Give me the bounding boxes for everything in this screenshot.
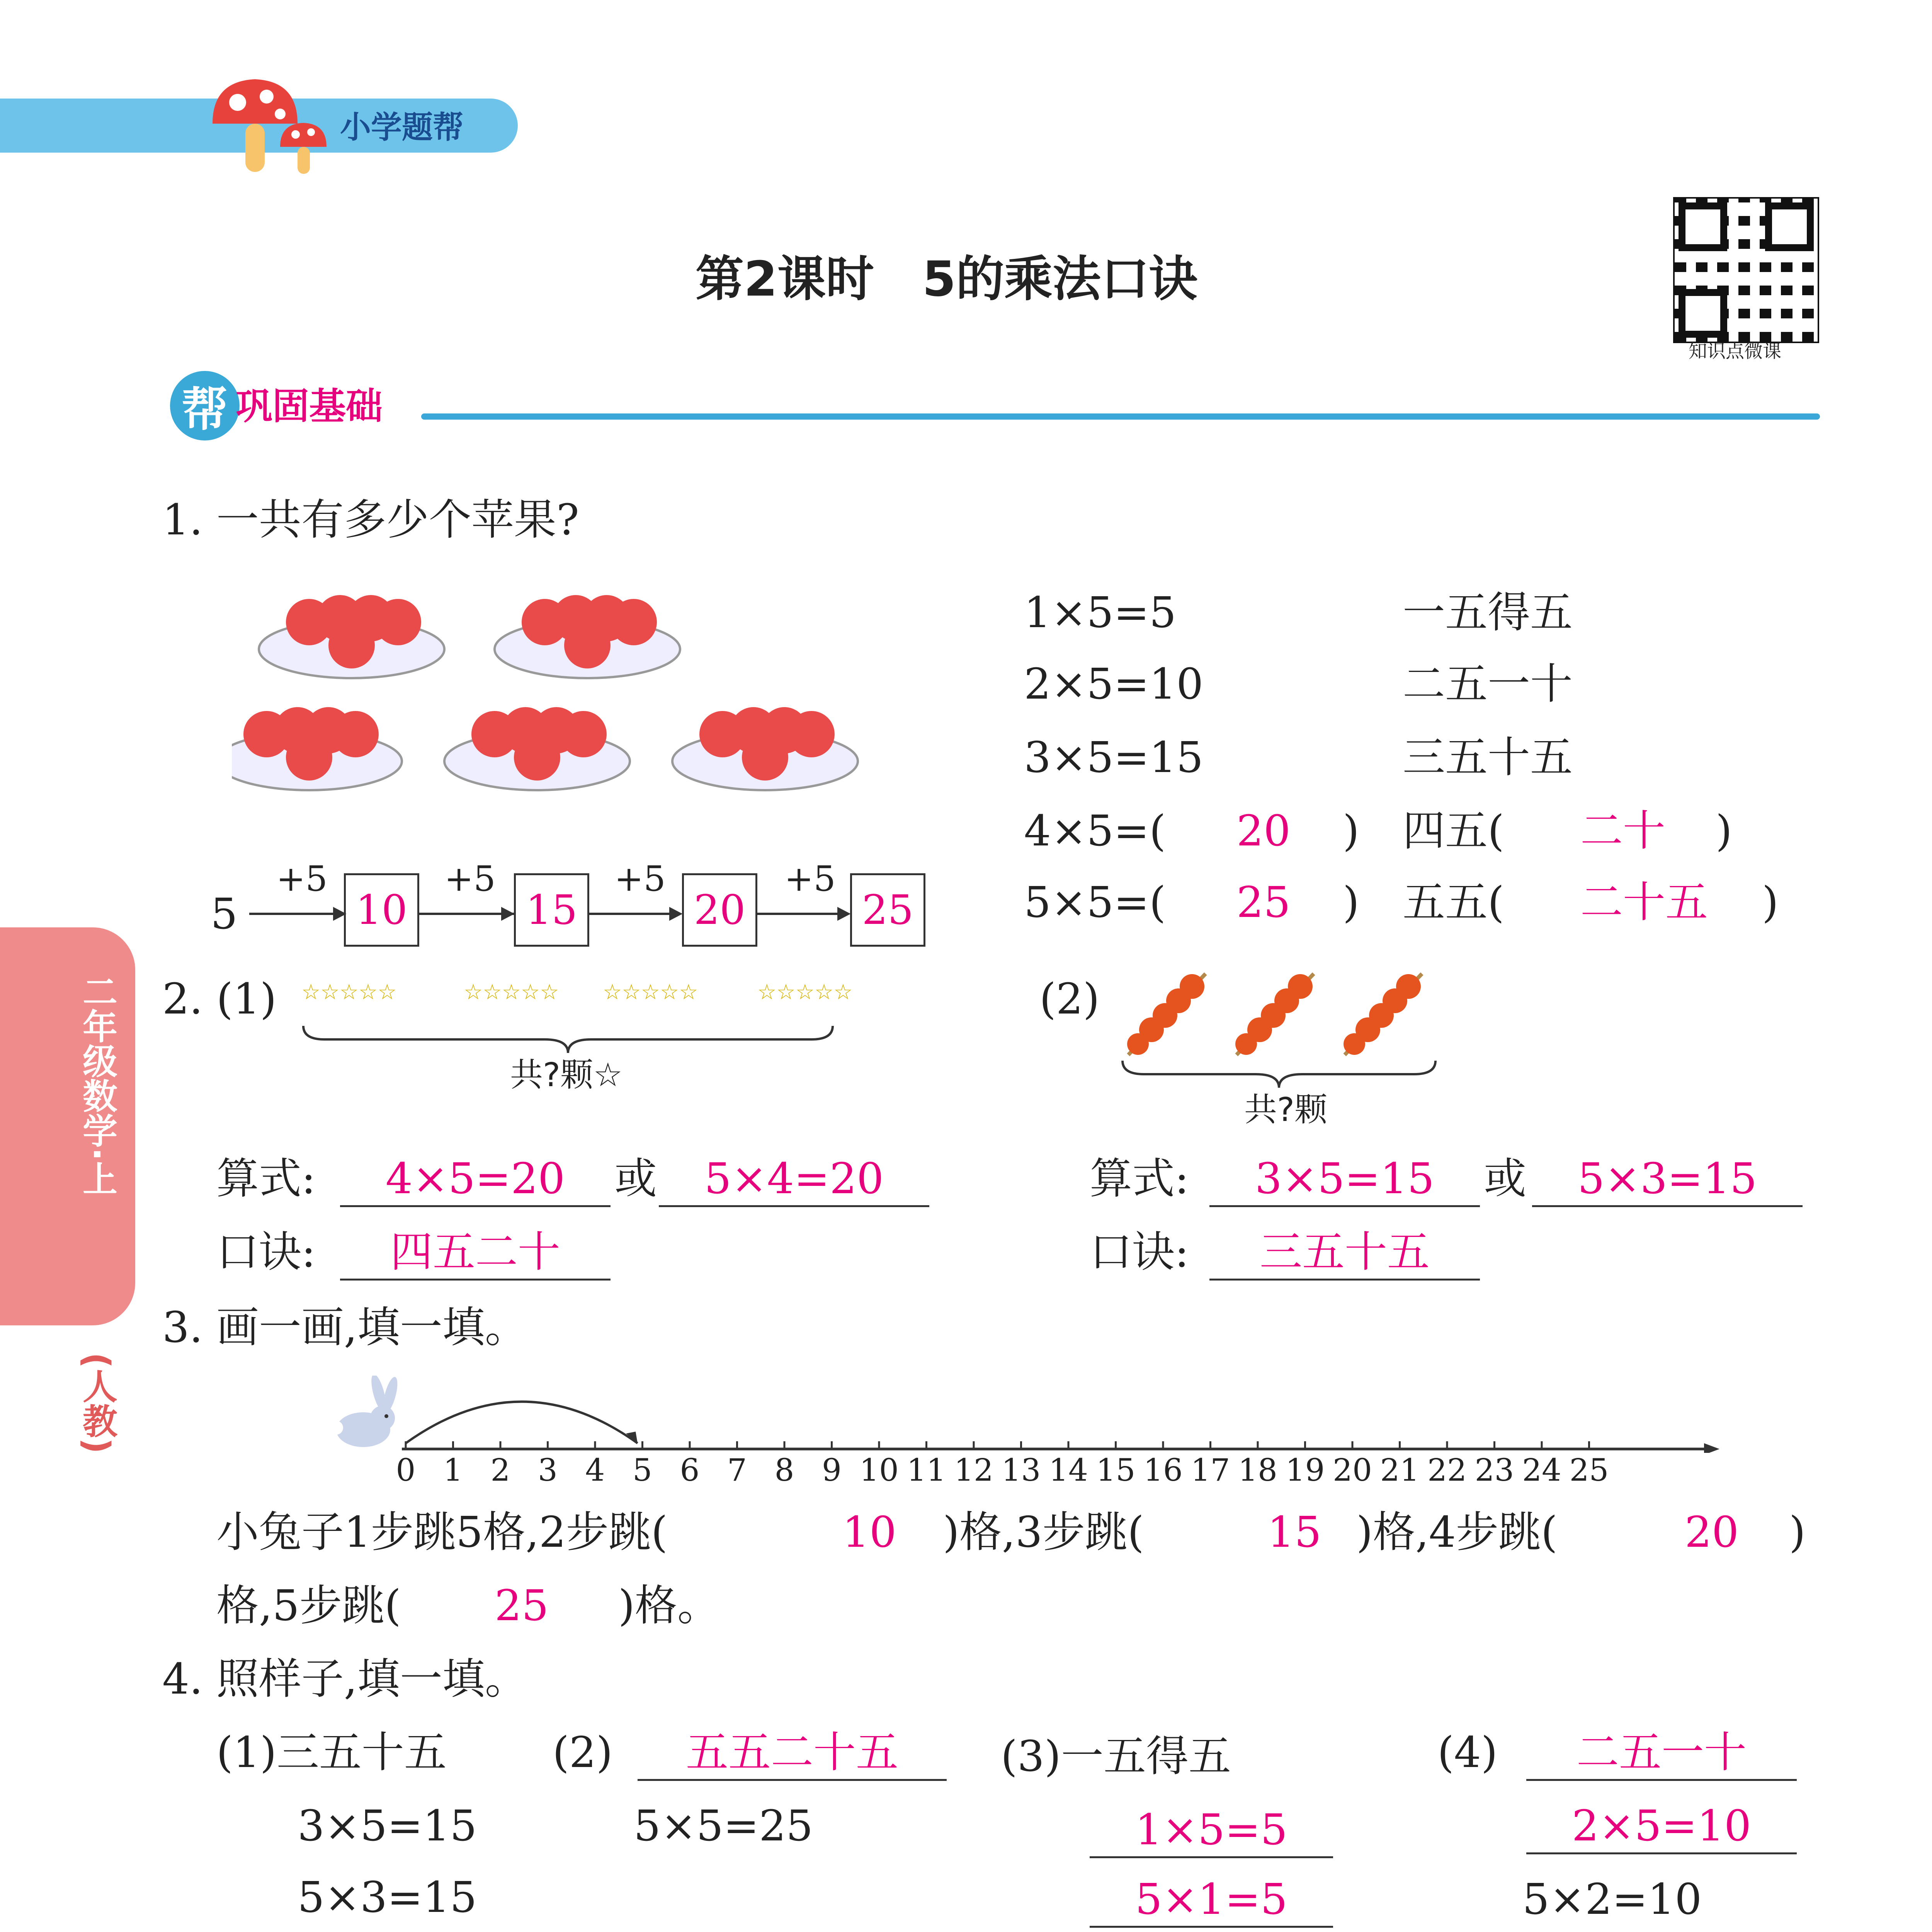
tick-label: 8 (774, 1452, 794, 1488)
tick-label: 11 (906, 1452, 946, 1488)
mushroom-icon (201, 66, 336, 178)
apple-plate (672, 707, 858, 790)
qr-code (1673, 197, 1819, 343)
q3-text: 格,5步跳( (216, 1581, 401, 1630)
chain-start: 5 (211, 889, 238, 939)
section-divider (421, 413, 1820, 420)
q4-eq: 3×5=15 (298, 1801, 477, 1850)
tick-label: 7 (727, 1452, 747, 1488)
q3-text: )格。 (618, 1581, 720, 1630)
equation: 1×5=5 (1024, 588, 1177, 637)
tick-label: 2 (490, 1452, 510, 1488)
tick-label: 20 (1333, 1452, 1372, 1488)
tick-label: 12 (954, 1452, 993, 1488)
rhyme: 四五( (1403, 806, 1504, 855)
equation-answer[interactable]: 25 (1236, 878, 1291, 927)
tick-label: 3 (538, 1452, 558, 1488)
q4-answer[interactable]: 2×5=10 (1526, 1804, 1797, 1854)
rhyme: ) (1716, 806, 1732, 855)
chain-box[interactable]: 20 (682, 873, 757, 947)
chain-box[interactable]: 25 (850, 873, 925, 947)
formula-label: 算式: (216, 1154, 316, 1203)
sidebar-edition: (人教) (77, 1352, 117, 1454)
or-label: 或 (614, 1154, 657, 1203)
tick-label: 10 (859, 1452, 899, 1488)
star-group: ☆☆☆☆☆ (757, 980, 853, 1004)
tick-label: 19 (1285, 1452, 1325, 1488)
tick-label: 23 (1475, 1452, 1514, 1488)
tick-label: 1 (443, 1452, 463, 1488)
brand-label: 小学题帮 (340, 109, 464, 145)
section-title: 巩固基础 (236, 385, 383, 428)
apple-plate (444, 707, 630, 790)
formula-answer-2[interactable]: 5×3=15 (1532, 1157, 1803, 1207)
q4-answer[interactable]: 五五二十五 (638, 1731, 947, 1781)
brace (301, 1024, 835, 1055)
q3-answer[interactable]: 15 (1267, 1507, 1321, 1557)
tick-label: 14 (1049, 1452, 1088, 1488)
section-badge: 帮 (170, 371, 240, 440)
tick-label: 13 (1001, 1452, 1041, 1488)
skewer (1344, 974, 1422, 1055)
q4-part4: (4) (1437, 1728, 1498, 1777)
apple-plates-illustration (232, 568, 873, 823)
rhyme: 三五十五 (1403, 733, 1573, 782)
q4-eq: 5×2=10 (1522, 1874, 1702, 1924)
q3-text: )格,4步跳( (1356, 1507, 1558, 1557)
skewer (1235, 974, 1314, 1055)
rhyme-label: 口诀: (216, 1227, 316, 1277)
star-group: ☆☆☆☆☆ (464, 980, 559, 1004)
equation: 4×5=( (1024, 806, 1166, 855)
q3-text: )格,3步跳( (943, 1507, 1144, 1557)
tick-label: 24 (1522, 1452, 1561, 1488)
apple-plate (259, 595, 444, 678)
q3-answer[interactable]: 10 (842, 1507, 896, 1557)
q3-stem: 3. 画一画,填一填。 (162, 1303, 527, 1352)
rabbit-icon (321, 1376, 406, 1461)
rhyme: 一五得五 (1403, 588, 1573, 637)
tick-label: 17 (1190, 1452, 1230, 1488)
tick-label: 18 (1238, 1452, 1277, 1488)
page-title: 第2课时 5的乘法口诀 (696, 251, 1197, 307)
q1-stem: 1. 一共有多少个苹果? (162, 495, 579, 544)
tick-label: 5 (633, 1452, 652, 1488)
q2-number: 2. (162, 974, 203, 1024)
rhyme-label: 口诀: (1090, 1227, 1189, 1277)
skewer-illustration (1121, 962, 1449, 1063)
equation: 3×5=15 (1024, 733, 1204, 782)
skewer (1127, 974, 1206, 1055)
apple-plate (495, 595, 680, 678)
number-line (394, 1376, 1723, 1453)
apple-plate (232, 707, 402, 790)
q3-text: ) (1789, 1507, 1806, 1557)
tick-label: 9 (822, 1452, 842, 1488)
formula-label: 算式: (1090, 1154, 1189, 1203)
q4-answer[interactable]: 二五一十 (1526, 1731, 1797, 1781)
rhyme: 五五( (1403, 878, 1504, 927)
q2-part2: (2) (1039, 974, 1100, 1024)
chain-box[interactable]: 10 (344, 873, 419, 947)
rhyme: 二五一十 (1403, 659, 1573, 709)
chain-box[interactable]: 15 (514, 873, 589, 947)
q4-part3: (3)一五得五 (1001, 1731, 1231, 1781)
or-label: 或 (1484, 1154, 1526, 1203)
brace-label: 共?颗☆ (510, 1056, 623, 1094)
step-label: +5 (276, 859, 328, 899)
q4-stem: 4. 照样子,填一填。 (162, 1654, 527, 1704)
tick-label: 16 (1143, 1452, 1183, 1488)
q4-part2: (2) (553, 1728, 613, 1777)
rhyme-answer[interactable]: 二十 (1580, 806, 1665, 855)
formula-answer-1[interactable]: 4×5=20 (340, 1157, 611, 1207)
tick-label: 4 (585, 1452, 605, 1488)
tick-label: 6 (680, 1452, 700, 1488)
q4-answer[interactable]: 1×5=5 (1090, 1808, 1333, 1858)
sidebar-grade: 二年级数学·上 (77, 974, 117, 1196)
rhyme: ) (1762, 878, 1779, 927)
q4-eq: 5×5=25 (634, 1801, 813, 1850)
equation-answer[interactable]: 20 (1236, 806, 1291, 855)
rhyme-answer[interactable]: 四五二十 (340, 1231, 611, 1281)
tick-label: 25 (1569, 1452, 1609, 1488)
tick-label: 0 (396, 1452, 416, 1488)
tick-label: 21 (1380, 1452, 1420, 1488)
q3-answer[interactable]: 25 (495, 1581, 549, 1630)
q2-part1: (1) (216, 974, 277, 1024)
tick-label: 15 (1096, 1452, 1136, 1488)
q4-eq: 5×3=15 (298, 1872, 477, 1922)
tick-label: 22 (1427, 1452, 1467, 1488)
qr-caption: 知识点微课 (1689, 340, 1782, 362)
equation: ) (1343, 878, 1359, 927)
formula-answer-2[interactable]: 5×4=20 (659, 1157, 929, 1207)
brace-label: 共?颗 (1244, 1091, 1328, 1129)
rhyme-answer[interactable]: 三五十五 (1209, 1231, 1480, 1281)
equation: ) (1343, 806, 1359, 855)
rhyme-answer[interactable]: 二十五 (1580, 878, 1708, 927)
step-label: +5 (614, 859, 666, 899)
q3-answer[interactable]: 20 (1685, 1507, 1739, 1557)
star-group: ☆☆☆☆☆ (603, 980, 698, 1004)
formula-answer-1[interactable]: 3×5=15 (1209, 1157, 1480, 1207)
q4-part1: (1)三五十五 (216, 1728, 447, 1777)
brace (1121, 1059, 1437, 1090)
equation: 5×5=( (1024, 878, 1166, 927)
step-label: +5 (784, 859, 836, 899)
q3-text: 小兔子1步跳5格,2步跳( (216, 1507, 668, 1557)
step-label: +5 (444, 859, 496, 899)
q4-answer[interactable]: 5×1=5 (1090, 1878, 1333, 1928)
equation: 2×5=10 (1024, 659, 1204, 709)
star-group: ☆☆☆☆☆ (301, 980, 397, 1004)
